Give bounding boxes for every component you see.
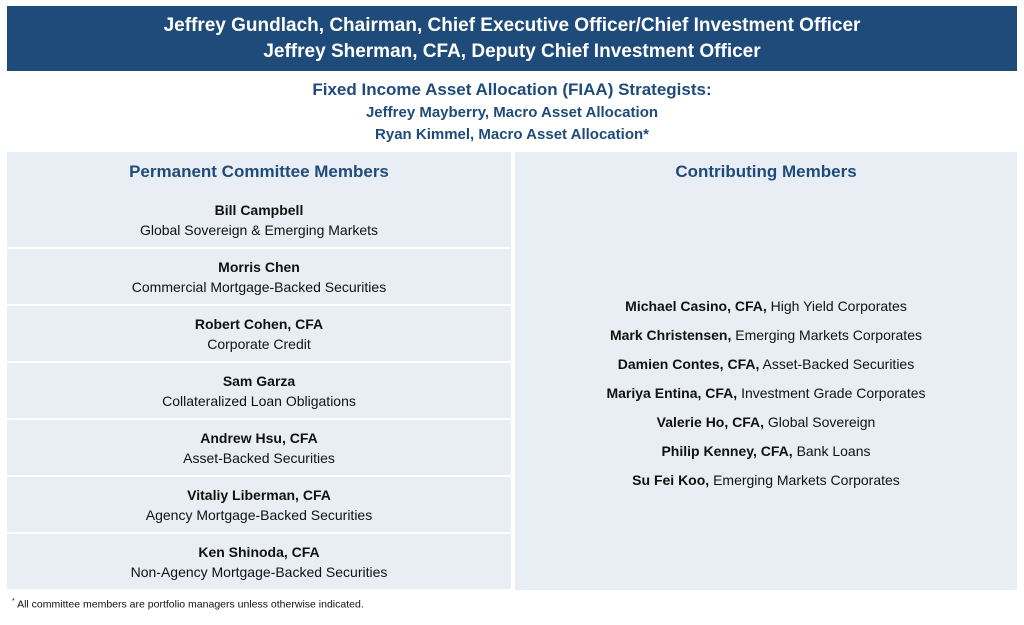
contributing-members-panel xyxy=(515,192,1017,590)
member-role: Emerging Markets Corporates xyxy=(735,326,922,343)
member-role: Investment Grade Corporates xyxy=(741,384,926,401)
fiaa-strategists xyxy=(7,78,1017,146)
member-role: Global Sovereign & Emerging Markets xyxy=(139,221,379,238)
member-name: Valerie Ho, CFA, xyxy=(656,413,765,430)
member-name: Mariya Entina, CFA, xyxy=(606,384,738,401)
footnote-text: All committee members are portfolio managers unless otherwise indicated. xyxy=(17,598,364,611)
member-name: Vitaliy Liberman, CFA xyxy=(187,486,331,503)
member-role: Commercial Mortgage-Backed Securities xyxy=(131,278,387,295)
member-name: Ken Shinoda, CFA xyxy=(198,543,320,560)
member-role: High Yield Corporates xyxy=(770,297,907,314)
contributing-member xyxy=(618,350,914,379)
contributing-member xyxy=(625,292,907,321)
contributing-member xyxy=(610,321,922,350)
permanent-member-cell xyxy=(7,249,511,304)
member-role: Corporate Credit xyxy=(207,335,311,352)
member-name: Philip Kenney, CFA, xyxy=(661,442,793,459)
member-role: Asset-Backed Securities xyxy=(762,355,915,372)
permanent-member-cell xyxy=(7,192,511,247)
member-name: Damien Contes, CFA, xyxy=(617,355,760,372)
member-role: Global Sovereign xyxy=(767,413,876,430)
permanent-member-cell xyxy=(7,534,511,589)
banner-line-ceo: Jeffrey Gundlach, Chairman, Chief Executive Officer/Chief Investment Officer xyxy=(163,14,861,36)
contributing-member xyxy=(657,408,876,437)
permanent-members-list xyxy=(7,192,511,591)
member-role: Bank Loans xyxy=(796,442,871,459)
permanent-member-cell xyxy=(7,477,511,532)
member-name: Su Fei Koo, xyxy=(632,471,710,488)
member-name: Robert Cohen, CFA xyxy=(194,315,324,332)
contributing-member xyxy=(661,437,870,466)
permanent-members-header: Permanent Committee Members xyxy=(7,152,511,192)
member-role: Non-Agency Mortgage-Backed Securities xyxy=(130,563,388,580)
strategist-item: Jeffrey Mayberry, Macro Asset Allocation xyxy=(365,104,659,121)
member-role: Asset-Backed Securities xyxy=(183,449,335,466)
leadership-banner xyxy=(7,6,1017,71)
contributing-members-header: Contributing Members xyxy=(515,152,1017,192)
permanent-member-cell xyxy=(7,420,511,475)
contributing-member xyxy=(632,466,900,495)
member-name: Michael Casino, CFA, xyxy=(625,297,767,314)
strategists-title: Fixed Income Asset Allocation (FIAA) Strategists: xyxy=(312,80,712,99)
member-name: Mark Christensen, xyxy=(609,326,732,343)
member-name: Bill Campbell xyxy=(214,201,304,218)
member-role: Agency Mortgage-Backed Securities xyxy=(145,506,373,523)
member-name: Andrew Hsu, CFA xyxy=(200,429,318,446)
contributing-member xyxy=(606,379,925,408)
member-role: Collateralized Loan Obligations xyxy=(162,392,356,409)
permanent-member-cell xyxy=(7,363,511,418)
member-role: Emerging Markets Corporates xyxy=(713,471,900,488)
member-name: Sam Garza xyxy=(222,372,296,389)
permanent-member-cell xyxy=(7,306,511,361)
footnote xyxy=(12,598,364,611)
footnote-marker: * xyxy=(12,598,15,605)
banner-line-deputy-cio: Jeffrey Sherman, CFA, Deputy Chief Investment Officer xyxy=(263,40,761,62)
member-name: Morris Chen xyxy=(218,258,300,275)
strategist-item: Ryan Kimmel, Macro Asset Allocation* xyxy=(375,126,649,143)
